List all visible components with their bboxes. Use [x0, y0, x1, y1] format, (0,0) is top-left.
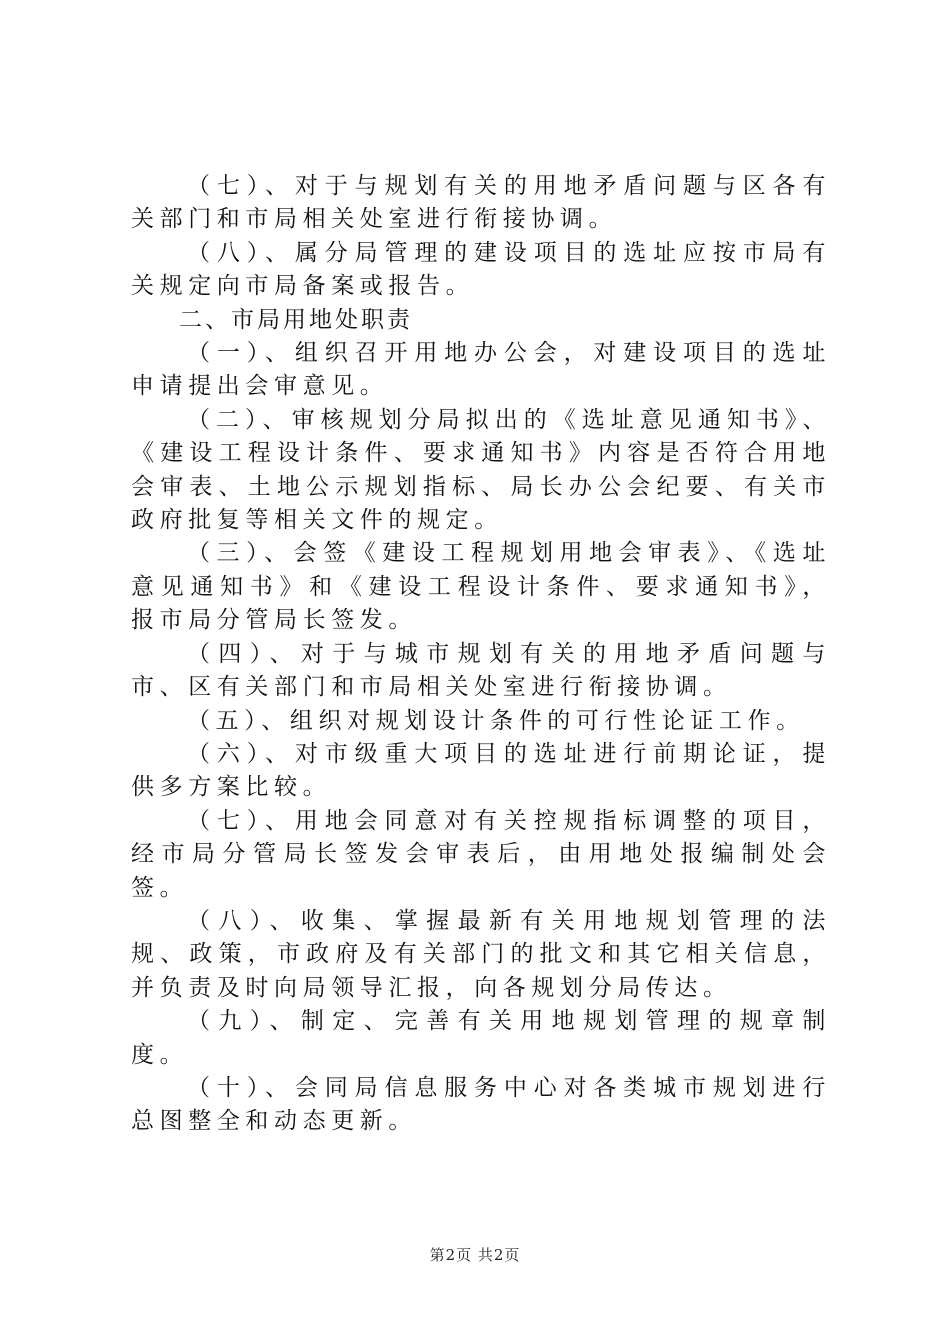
paragraph-6-site-selection: （六）、对市级重大项目的选址进行前期论证，提供多方案比较。 [131, 740, 831, 801]
paragraph-9-regulations: （九）、制定、完善有关用地规划管理的规章制度。 [131, 1008, 831, 1068]
paragraph-7-adjustment: （七）、用地会同意对有关控规指标调整的项目，经市局分管局长签发会审表后，由用地处报编制处会签。 [131, 807, 831, 901]
paragraph-10-update: （十）、会同局信息服务中心对各类城市规划进行总图整全和动态更新。 [131, 1074, 831, 1135]
paragraph-2-review: （二）、审核规划分局拟出的《选址意见通知书》、《建设工程设计条件、要求通知书》内容是否符合用地会审表、土地公示规划指标、局长办公会纪要、有关市政府批复等相关文件的规定。 [131, 406, 831, 534]
page-footer: 第2页 共2页 [429, 1246, 521, 1264]
paragraph-4-conflict: （四）、对于与城市规划有关的用地矛盾问题与市、区有关部门和市局相关处室进行衔接协调。 [131, 640, 831, 701]
paragraph-5-feasibility: （五）、组织对规划设计条件的可行性论证工作。 [187, 707, 805, 734]
paragraph-7-coordination: （七）、对于与规划有关的用地矛盾问题与区各有关部门和市局相关处室进行衔接协调。 [131, 173, 831, 233]
paragraph-1-meeting: （一）、组织召开用地办公会，对建设项目的选址申请提出会审意见。 [131, 340, 831, 400]
paragraph-8-collection: （八）、收集、掌握最新有关用地规划管理的法规、政策，市政府及有关部门的批文和其它相关信息，并负责及时向局领导汇报，向各规划分局传达。 [131, 907, 831, 1001]
paragraph-3-countersign: （三）、会签《建设工程规划用地会审表》、《选址意见通知书》和《建设工程设计条件、要求通知书》，报市局分管局长签发。 [131, 540, 831, 634]
section-heading-land-office-duties: 二、市局用地处职责 [179, 306, 413, 333]
document-body [131, 170, 831, 1139]
paragraph-8-filing: （八）、属分局管理的建设项目的选址应按市局有关规定向市局备案或报告。 [131, 239, 831, 300]
